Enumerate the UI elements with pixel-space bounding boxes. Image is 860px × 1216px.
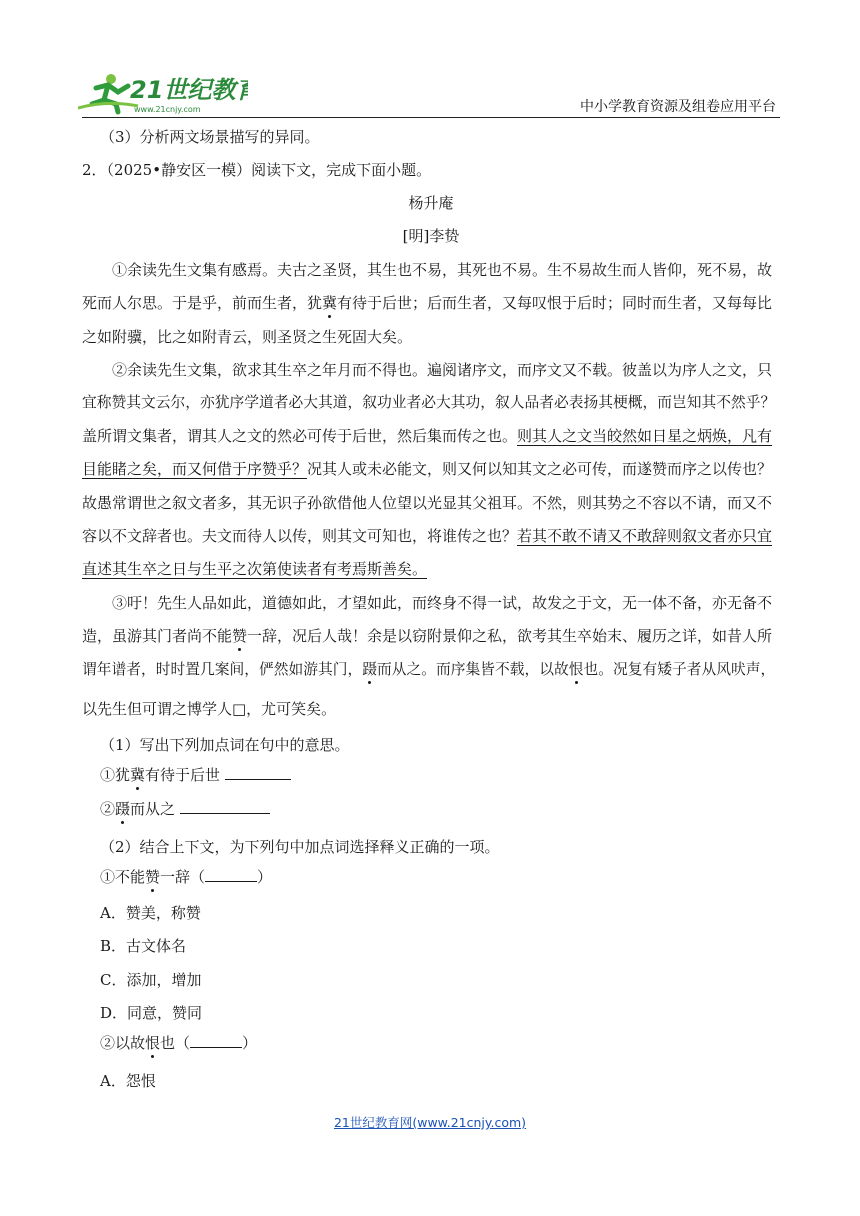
sub-question-1: （1）写出下列加点词在句中的意思。 [100, 736, 350, 754]
previous-question-3: （3）分析两文场景描写的异同。 [100, 128, 320, 146]
paragraph-2-line: 故愚常谓世之叙文者多，其无识子孙欲借他人位望以光显其父祖耳。不然，则其势之不容以不请，而又不 [82, 494, 773, 512]
logo-text: 21世纪教育 [130, 76, 248, 104]
paragraph-2-line: ②余读先生文集，欲求其生卒之年月而不得也。遍阅诸序文，而序文又不载。彼盖以为序人之文，只 [112, 361, 773, 379]
question-2-intro: 2．（2025•静安区一模）阅读下文，完成下面小题。 [82, 161, 432, 179]
logo-url: www.21cnjy.com [134, 105, 201, 114]
option-a-2: A．怨恨 [100, 1072, 156, 1090]
dotted-word: 赞 [232, 627, 248, 645]
paragraph-3-line: ③吁！先生人品如此，道德如此，才望如此，而终身不得一试，故发之于文，无一体不备，亦无备不 [112, 594, 773, 612]
sub-question-1-item-b: ②蹑而从之 [82, 798, 780, 820]
dotted-word: 恨 [568, 661, 584, 678]
paragraph-2-line: 宜称赞其文云尔，亦犹序学道者必大其道，叙功业者必大其功，叙人品者必表扬其梗概，而岂知其不然乎？ [82, 394, 776, 411]
dotted-word: 冀 [322, 294, 338, 312]
dotted-word: 冀 [130, 766, 146, 784]
paragraph-3-line: 造，虽游其门者尚不能赞一辞，况后人哉！余是以窃附景仰之私，欲考其生卒始末、履历之详，如昔人所 [82, 627, 773, 645]
option-d: D．同意，赞同 [100, 1004, 203, 1022]
dotted-word: 赞 [145, 868, 161, 886]
answer-blank[interactable] [225, 779, 291, 780]
paragraph-1-line: 死而人尔思。于是乎，前而生者，犹冀有待于后世；后而生者，又每叹恨于后时；同时而生者，又每每比 [82, 294, 773, 312]
paragraph-2-line: 容以不文辞者也。夫文而待人以传，则其文可知也，将谁传之也？若其不敢不请又不敢辞则叙文者亦只宜 [82, 527, 773, 545]
underlined-sentence: 直述其生卒之日与生平之次第使读者有考焉斯善矣。 [82, 560, 428, 578]
footer-link[interactable]: 21世纪教育网(www.21cnjy.com) [333, 1115, 527, 1130]
runner-icon [78, 70, 248, 116]
passage-title: 杨升庵 [408, 194, 454, 212]
platform-title: 中小学教育资源及组卷应用平台 [580, 99, 776, 115]
answer-blank[interactable] [180, 813, 270, 814]
sub-question-2: （2）结合上下文，为下列句中加点词选择释义正确的一项。 [100, 838, 500, 856]
dotted-word: 蹑 [362, 661, 377, 678]
sub-question-2-item-a: ①不能赞一辞（ ） [100, 868, 273, 886]
answer-blank[interactable] [205, 881, 257, 882]
header-rule [82, 117, 780, 118]
paragraph-3-line: 谓年谱者，时时置几案间，俨然如游其门，蹑而从之。而序集皆不载，以故恨也。况复有矮子者从风吠声， [82, 661, 776, 678]
underlined-sentence: 若其不敢不请又不敢辞则叙文者亦只宜 [517, 527, 773, 545]
paragraph-3-line: 以先生但可谓之博学人□，尤可笑矣。 [82, 700, 337, 718]
option-b: B．古文体名 [100, 937, 187, 955]
paragraph-1-line: 之如附骥，比之如附青云，则圣贤之生死固大矣。 [82, 328, 413, 346]
sub-question-2-item-b: ②以故恨也（ ） [100, 1034, 258, 1052]
paragraph-2-line: 目能睹之矣，而又何借于序赞乎？况其人或未必能文，则又何以知其文之必可传，而遂赞而序之以传也？ [82, 460, 773, 478]
option-c: C．添加，增加 [100, 971, 202, 989]
underlined-sentence: 则其人之文当皎然如日星之炳焕，凡有 [517, 427, 773, 445]
dotted-word: 蹑 [115, 800, 131, 818]
option-a: A．赞美，称赞 [100, 904, 201, 922]
dotted-word: 恨 [145, 1034, 161, 1052]
paragraph-2-line [82, 558, 780, 580]
sub-question-1-item-a: ①犹冀有待于后世 [82, 764, 780, 786]
underlined-sentence: 目能睹之矣，而又何借于序赞乎？ [82, 460, 308, 478]
answer-blank[interactable] [190, 1047, 242, 1048]
paragraph-2-line: 盖所谓文集者，谓其人之文的然必可传于后世，然后集而传之也。则其人之文当皎然如日星之炳焕，凡有 [82, 427, 773, 445]
passage-author: [明]李贽 [402, 227, 460, 245]
site-logo [78, 70, 248, 116]
paragraph-1-line: ①余读先生文集有感焉。夫古之圣贤，其生也不易，其死也不易。生不易故生而人皆仰，死不易，故 [112, 261, 773, 279]
